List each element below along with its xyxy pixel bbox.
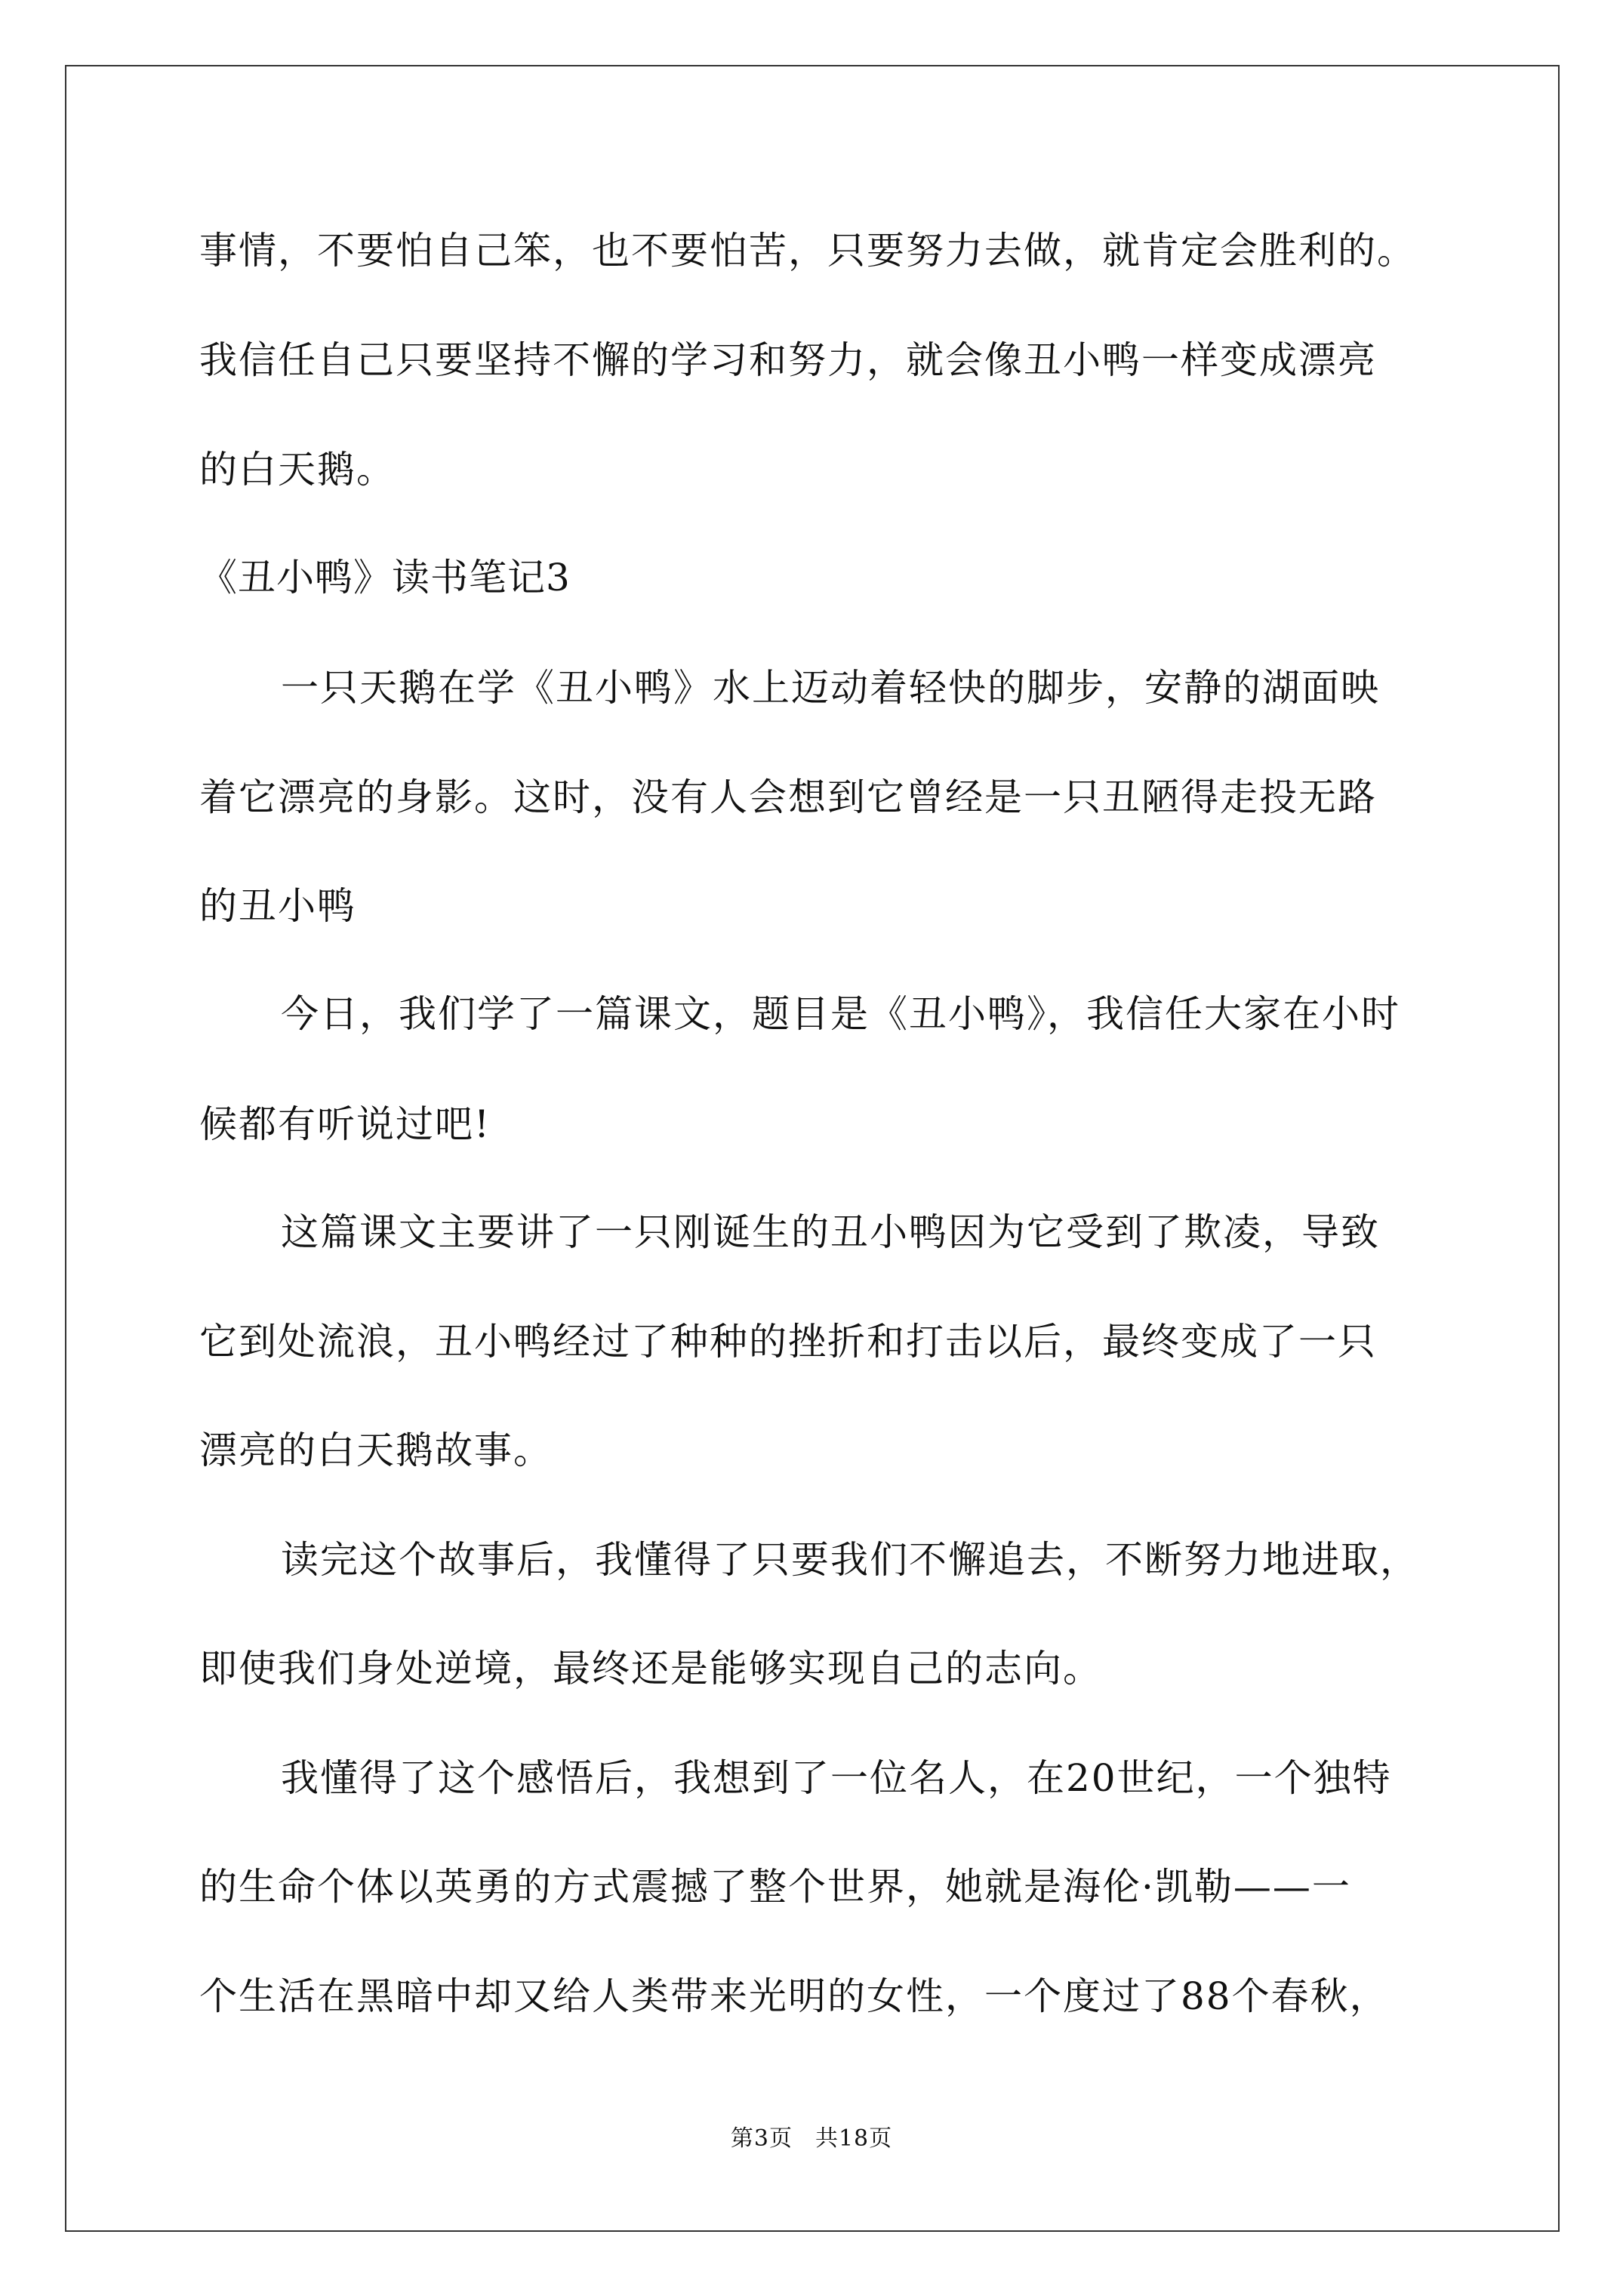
body-line: 着它漂亮的身影。这时，没有人会想到它曾经是一只丑陋得走投无路 <box>199 775 1377 819</box>
body-line: 个生活在黑暗中却又给人类带来光明的女性，一个度过了88个春秋， <box>199 1974 1389 2018</box>
paragraph-start: 读完这个故事后，我懂得了只要我们不懈追去，不断努力地进取， <box>281 1538 1419 1582</box>
paragraph-start: 今日，我们学了一篇课文，题目是《丑小鸭》，我信任大家在小时 <box>281 992 1400 1036</box>
body-line: 我信任自己只要坚持不懈的学习和努力，就会像丑小鸭一样变成漂亮 <box>199 338 1377 382</box>
page-number: 第3页 <box>730 2125 793 2152</box>
paragraph-start: 我懂得了这个感悟后，我想到了一位名人，在20世纪，一个独特 <box>281 1756 1392 1800</box>
body-line: 即使我们身处逆境，最终还是能够实现自己的志向。 <box>199 1647 1102 1690</box>
body-line: 的丑小鸭 <box>199 884 356 928</box>
body-line: 的生命个体以英勇的方式震撼了整个世界，她就是海伦·凯勒——一 <box>199 1865 1351 1909</box>
body-line: 候都有听说过吧! <box>199 1102 491 1146</box>
paragraph-start: 一只天鹅在学《丑小鸭》水上迈动着轻快的脚步，安静的湖面映 <box>281 666 1380 710</box>
paragraph-start: 这篇课文主要讲了一只刚诞生的丑小鸭因为它受到了欺凌，导致 <box>281 1210 1380 1254</box>
body-line: 的白天鹅。 <box>199 448 396 492</box>
page-total: 共18页 <box>815 2125 893 2152</box>
page-footer <box>0 2124 1623 2154</box>
body-line: 漂亮的白天鹅故事。 <box>199 1428 553 1472</box>
body-line: 事情，不要怕自己笨，也不要怕苦，只要努力去做，就肯定会胜利的。 <box>199 229 1416 273</box>
section-heading: 《丑小鸭》读书笔记3 <box>199 556 571 599</box>
body-line: 它到处流浪，丑小鸭经过了种种的挫折和打击以后，最终变成了一只 <box>199 1320 1377 1364</box>
